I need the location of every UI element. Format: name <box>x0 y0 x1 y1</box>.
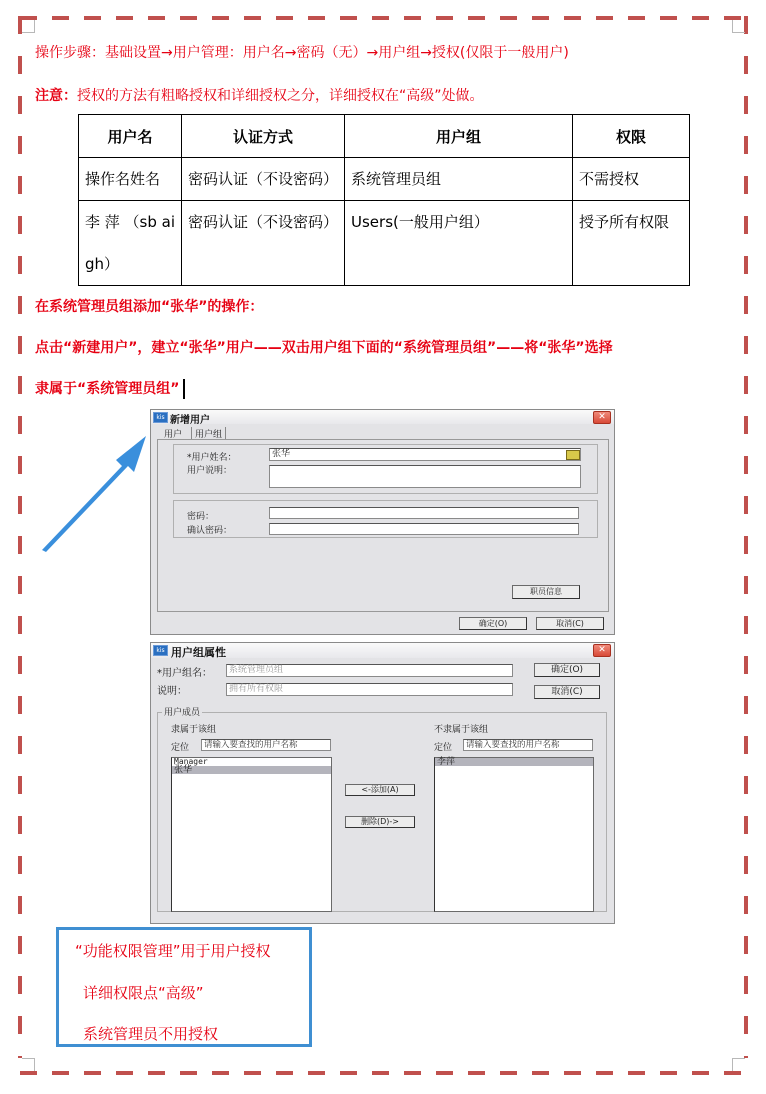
col-header-group: 用户组 <box>345 115 573 158</box>
password-label: 密码： <box>187 512 215 522</box>
not-in-group-search-input[interactable]: 请输入要查找的用户名称 <box>463 739 593 751</box>
cancel-button[interactable]: 取消(C) <box>536 617 604 630</box>
close-button[interactable]: ✕ <box>593 644 611 657</box>
in-group-label: 隶属于该组 <box>171 725 217 735</box>
group-properties-dialog <box>150 642 615 924</box>
table-row <box>79 158 690 201</box>
cell: 密码认证（不设密码） <box>182 201 345 286</box>
app-logo-icon: kis <box>153 412 168 423</box>
page-border-left <box>18 16 22 1058</box>
cancel-button[interactable]: 取消(C) <box>534 685 600 699</box>
cell: 李 萍 （sb aigh） <box>79 201 182 286</box>
instruction-line-2 <box>35 378 185 399</box>
in-group-list[interactable] <box>171 757 332 912</box>
new-user-dialog <box>150 409 615 635</box>
cell: 系统管理员组 <box>345 158 573 201</box>
steps-line: 操作步骤：基础设置→用户管理：用户名→密码（无）→用户组→授权(仅限于一般用户) <box>35 45 569 61</box>
note-line <box>35 85 484 105</box>
heading-add-zhanghua: 在系统管理员组添加“张华”的操作： <box>35 299 264 315</box>
note-line-2: 详细权限点“高级” <box>83 984 204 1002</box>
dialog-title: 用户组属性 <box>171 646 226 659</box>
cell: 密码认证（不设密码） <box>182 158 345 201</box>
group-name-label: *用户组名： <box>157 668 212 679</box>
page-border-bottom <box>20 1071 748 1075</box>
browse-folder-icon[interactable] <box>566 450 580 460</box>
desc-label: 说明： <box>157 686 187 697</box>
text-cursor <box>183 379 185 399</box>
in-group-search-input[interactable]: 请输入要查找的用户名称 <box>201 739 331 751</box>
cell: 授予所有权限 <box>573 201 690 286</box>
list-item-selected[interactable]: 李萍 <box>435 758 593 766</box>
cell: 操作名姓名 <box>79 158 182 201</box>
user-name-label: *用户姓名： <box>187 453 237 463</box>
crop-mark-tr <box>732 20 745 33</box>
page-border-top <box>20 16 748 20</box>
list-item-selected[interactable]: 张华 <box>172 766 331 774</box>
dialog-titlebar <box>151 410 614 424</box>
not-in-group-label: 不隶属于该组 <box>434 725 489 735</box>
crop-mark-tl <box>22 20 35 33</box>
tab-user[interactable]: 用户 <box>164 430 183 440</box>
staff-info-button[interactable]: 职员信息 <box>512 585 580 599</box>
user-desc-label: 用户说明： <box>187 466 233 476</box>
table-header-row <box>79 115 690 158</box>
app-logo-icon: kis <box>153 645 168 656</box>
in-group-locate-label: 定位 <box>171 743 190 753</box>
group-name-input[interactable]: 系统管理员组 <box>226 664 513 677</box>
instruction-line-2-text: 隶属于“系统管理员组” <box>35 381 180 397</box>
dialog-title: 新增用户 <box>170 415 210 426</box>
confirm-password-input[interactable] <box>269 523 579 535</box>
col-header-username: 用户名 <box>79 115 182 158</box>
not-in-group-locate-label: 定位 <box>434 743 453 753</box>
note-line-1: “功能权限管理”用于用户授权 <box>75 942 271 960</box>
user-name-input[interactable]: 张华 <box>269 448 581 461</box>
close-button[interactable]: ✕ <box>593 411 611 424</box>
crop-mark-br <box>732 1058 745 1071</box>
not-in-group-list[interactable] <box>434 757 594 912</box>
tab-user-group[interactable]: 用户组 <box>191 427 226 440</box>
arrow-icon <box>38 430 150 555</box>
desc-input[interactable]: 拥有所有权限 <box>226 683 513 696</box>
note-label: 注意： <box>35 88 77 104</box>
remove-button[interactable]: 删除(D)-> <box>345 816 415 828</box>
list-item[interactable]: Manager <box>174 757 208 766</box>
cell: Users(一般用户组） <box>345 201 573 286</box>
page-border-right <box>744 16 748 1058</box>
members-group-label: 用户成员 <box>162 705 202 718</box>
col-header-permission: 权限 <box>573 115 690 158</box>
note-line-3: 系统管理员不用授权 <box>83 1025 219 1043</box>
crop-mark-bl <box>22 1058 35 1071</box>
ok-button[interactable]: 确定(O) <box>534 663 600 677</box>
cell: 不需授权 <box>573 158 690 201</box>
col-header-auth: 认证方式 <box>182 115 345 158</box>
user-desc-input[interactable] <box>269 465 581 488</box>
add-button[interactable]: <-添加(A) <box>345 784 415 796</box>
table-row <box>79 201 690 286</box>
note-box <box>56 927 312 1047</box>
ok-button[interactable]: 确定(O) <box>459 617 527 630</box>
confirm-password-label: 确认密码： <box>187 526 233 536</box>
instruction-line-1: 点击“新建用户”，建立“张华”用户——双击用户组下面的“系统管理员组”——将“张华”选择 <box>35 340 613 356</box>
dialog-titlebar <box>151 643 614 658</box>
users-table <box>78 114 690 286</box>
password-input[interactable] <box>269 507 579 519</box>
note-text: 授权的方法有粗略授权和详细授权之分，详细授权在“高级”处做。 <box>77 88 484 104</box>
